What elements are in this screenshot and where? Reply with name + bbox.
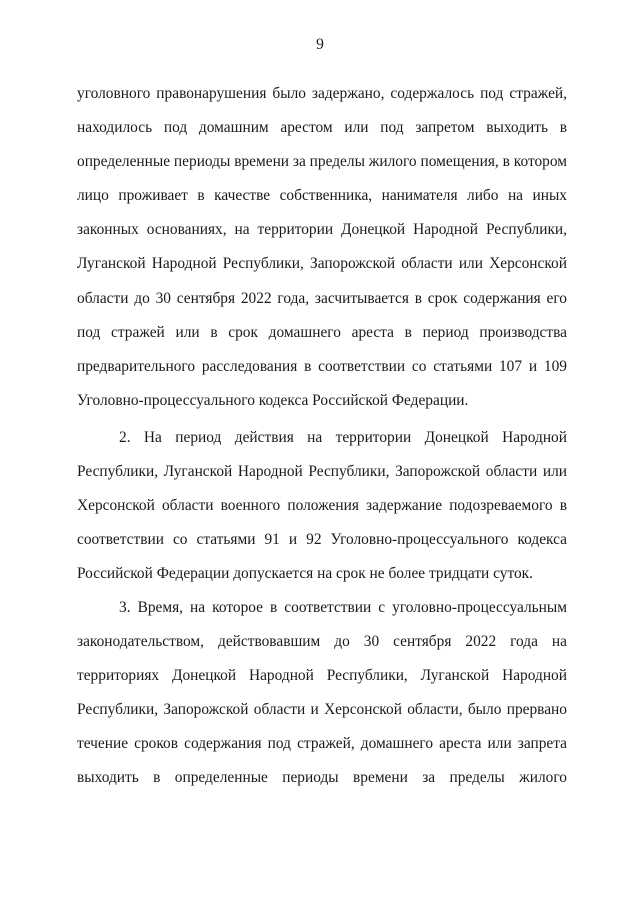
paragraph-item-3 [77,591,567,796]
text-line: соответствии со статьями 91 и 92 Уголовно-процессуального кодекса [77,531,567,549]
paragraph-item-2 [77,421,567,591]
paragraph-continuation [77,77,567,418]
text-line: уголовного правонарушения было задержано, содержалось под стражей, [77,85,567,102]
text-line: Херсонской области военного положения задержание подозреваемого в [77,497,567,515]
text-line: территориях Донецкой Народной Республики, Луганской Народной [77,667,567,685]
text-line: законных основаниях, на территории Донецкой Народной Республики, [77,221,567,239]
text-line: определенные периоды времени за пределы жилого помещения, в котором [77,153,567,171]
text-line: предварительного расследования в соответствии со статьями 107 и 109 [77,357,567,375]
text-line: течение сроков содержания под стражей, домашнего ареста или запрета [77,735,567,753]
text-line: Республики, Луганской Народной Республики, Запорожской области или [77,463,567,481]
text-line: Республики, Запорожской области и Херсонской области, было прервано [77,701,567,719]
text-line: 2. На период действия на территории Донецкой Народной [119,429,567,446]
text-line: законодательством, действовавшим до 30 сентября 2022 года на [77,633,567,651]
text-line: Уголовно-процессуального кодекса Российской Федерации. [77,391,469,409]
text-line: Луганской Народной Республики, Запорожской области или Херсонской [77,255,567,273]
text-line: 3. Время, на которое в соответствии с уголовно-процессуальным [119,599,567,616]
text-line: лицо проживает в качестве собственника, нанимателя либо на иных [77,187,567,205]
text-line: под стражей или в срок домашнего ареста в период производства [77,323,567,341]
text-line: находилось под домашним арестом или под запретом выходить в [77,119,567,137]
text-line: Российской Федерации допускается на срок не более тридцати суток. [77,565,534,583]
text-line: выходить в определенные периоды времени за пределы жилого [77,769,567,787]
text-line: области до 30 сентября 2022 года, засчитывается в срок содержания его [77,289,567,307]
page-number: 9 [316,36,324,53]
